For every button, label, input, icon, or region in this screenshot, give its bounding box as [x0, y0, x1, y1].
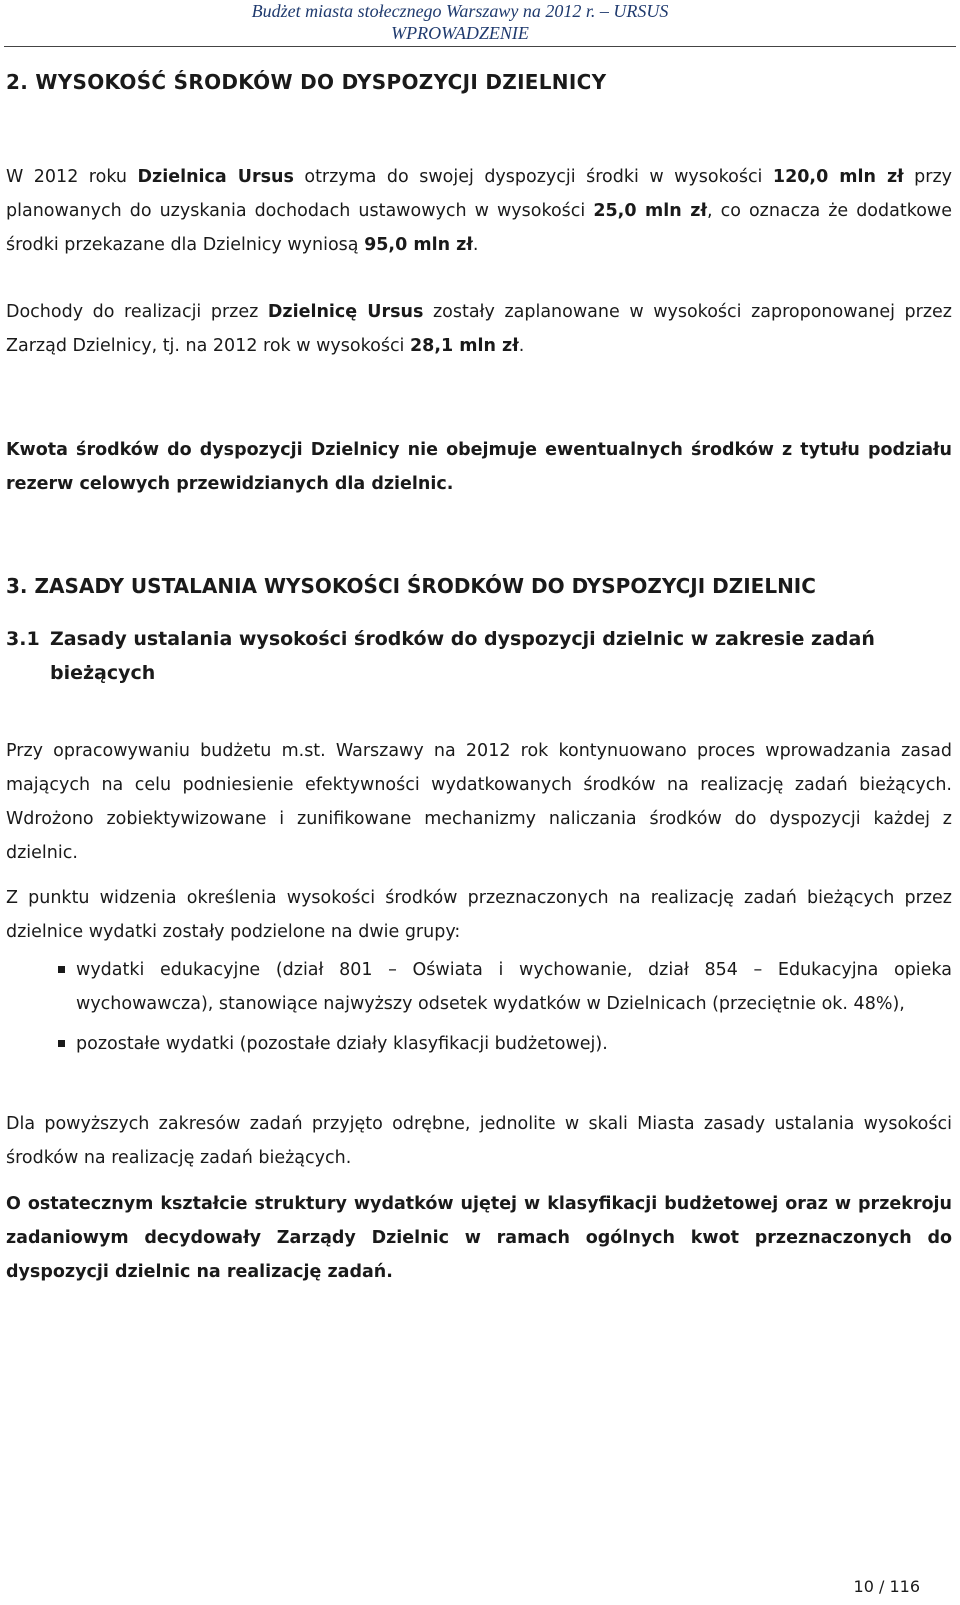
section-3-paragraph-2: Z punktu widzenia określenia wysokości środków przeznaczonych na realizację zadań bieżących przez dzielnice wydatki zostały podzielone na dwie grupy: — [6, 888, 952, 942]
list-item — [6, 1027, 952, 1061]
amount-revenue: 28,1 mln zł — [410, 336, 519, 356]
section-3-paragraph-3: Dla powyższych zakresów zadań przyjęto odrębne, jednolite w skali Miasta zasady ustalania wysokości środków na realizację zadań bieżących. — [6, 1114, 952, 1168]
subsection-number: 3.1 — [6, 628, 40, 650]
text: . — [472, 235, 479, 255]
header-title: Budżet miasta stołecznego Warszawy na 2012 r. – URSUS — [251, 1, 669, 21]
list-item-text: wydatki edukacyjne (dział 801 – Oświata i wychowanie, dział 854 – Edukacyjna opieka wychowawcza), stanowiące najwyższy odsetek wydatków w Dzielnicach (przeciętnie ok. 48%), — [76, 960, 952, 1014]
amount-additional: 95,0 mln zł — [364, 235, 473, 255]
list-item — [6, 953, 952, 1021]
subsection-title: Zasady ustalania wysokości środków do dyspozycji dzielnic w zakresie zadań bieżących — [50, 628, 875, 684]
page-number: 10 / 116 — [853, 1577, 920, 1596]
section-3-heading: 3. ZASADY USTALANIA WYSOKOŚCI ŚRODKÓW DO DYSPOZYCJI DZIELNIC — [6, 574, 816, 598]
amount-income: 25,0 mln zł — [593, 201, 707, 221]
text: , co oznacza że dodatkowe środki przekazane dla Dzielnicy wyniosą — [6, 201, 952, 255]
section-2-paragraph-2 — [6, 295, 952, 363]
header-subtitle: WPROWADZENIE — [391, 23, 529, 43]
bullet-square-icon — [58, 1040, 65, 1047]
expense-groups-list — [6, 953, 952, 1061]
text: przy planowanych do uzyskania dochodach ustawowych w wysokości — [6, 167, 952, 221]
text: . — [518, 336, 525, 356]
section-3-paragraph-1: Przy opracowywaniu budżetu m.st. Warszawy na 2012 rok kontynuowano proces wprowadzania zasad mających na celu podniesienie efektywności wydatkowanych środków na realizację zadań bieżących. Wdrożono zobiektywizowane i zunifikowane mechanizmy naliczania środków do dyspozycji każdej z dzielnic. — [6, 741, 952, 863]
running-header — [210, 0, 710, 44]
section-2-heading: 2. WYSOKOŚĆ ŚRODKÓW DO DYSPOZYCJI DZIELNICY — [6, 70, 607, 94]
list-item-text: pozostałe wydatki (pozostałe działy klasyfikacji budżetowej). — [76, 1034, 608, 1054]
section-2-note: Kwota środków do dyspozycji Dzielnicy nie obejmuje ewentualnych środków z tytułu podziału rezerw celowych przewidzianych dla dzielnic. — [6, 440, 952, 494]
header-divider — [4, 46, 956, 47]
text: otrzyma do swojej dyspozycji środki w wysokości — [293, 167, 773, 187]
text: W 2012 roku — [6, 167, 138, 187]
text: Dochody do realizacji przez — [6, 302, 268, 322]
district-name: Dzielnica Ursus — [137, 167, 294, 187]
district-name: Dzielnicę Ursus — [267, 302, 424, 322]
subsection-3-1-heading — [6, 622, 952, 690]
text: zostały zaplanowane w wysokości zaproponowanej przez Zarząd Dzielnicy, tj. na 2012 rok w wysokości — [6, 302, 952, 356]
section-2-paragraph-1 — [6, 160, 952, 262]
amount-total: 120,0 mln zł — [772, 167, 904, 187]
bullet-square-icon — [58, 966, 65, 973]
section-3-paragraph-4: O ostatecznym kształcie struktury wydatków ujętej w klasyfikacji budżetowej oraz w przekroju zadaniowym decydowały Zarządy Dzielnic w ramach ogólnych kwot przeznaczonych do dyspozycji dzielnic na realizację zadań. — [6, 1194, 952, 1282]
